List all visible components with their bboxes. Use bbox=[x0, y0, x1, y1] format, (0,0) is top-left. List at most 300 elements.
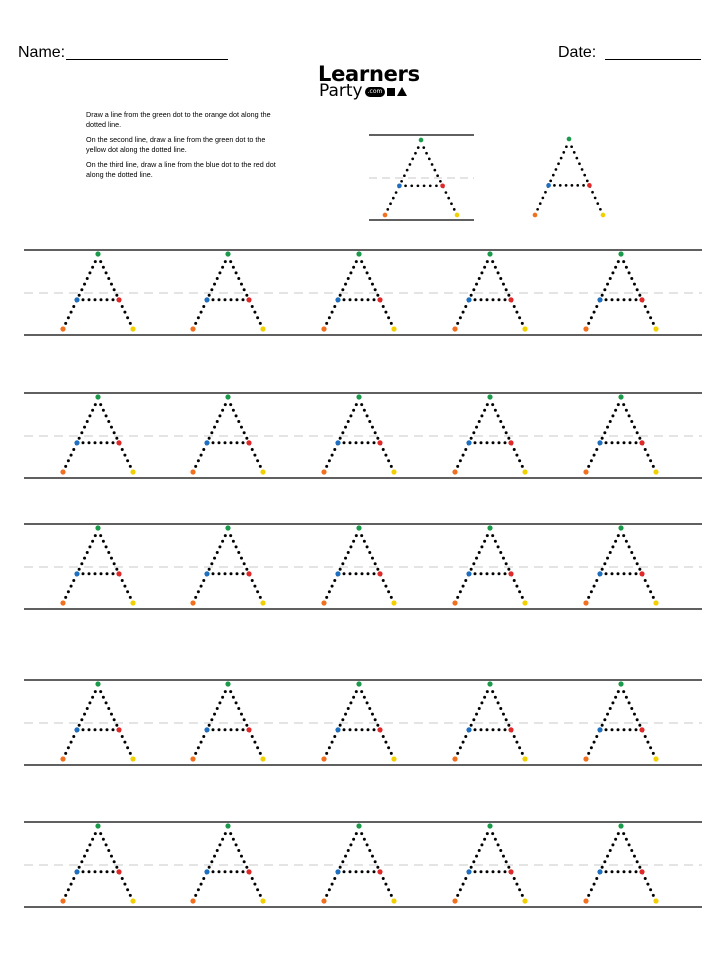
trace-dot bbox=[406, 169, 409, 172]
trace-dot bbox=[387, 459, 390, 462]
trace-dot bbox=[240, 557, 243, 560]
trace-dot bbox=[649, 316, 652, 319]
trace-dot bbox=[622, 690, 625, 693]
trace-dot bbox=[494, 409, 497, 412]
trace-dot bbox=[355, 298, 358, 301]
trace-dot bbox=[115, 437, 118, 440]
trace-dot bbox=[605, 298, 608, 301]
trace-dot bbox=[126, 888, 129, 891]
trace-dot bbox=[603, 288, 606, 291]
trace-dot bbox=[462, 454, 465, 457]
trace-dot bbox=[235, 271, 238, 274]
trace-dot bbox=[352, 409, 355, 412]
start-dot-green bbox=[487, 394, 492, 399]
trace-dot bbox=[352, 266, 355, 269]
bar-dot-red bbox=[639, 571, 644, 576]
trace-dot bbox=[347, 420, 350, 423]
trace-dot bbox=[197, 316, 200, 319]
trace-dot bbox=[636, 860, 639, 863]
trace-dot bbox=[355, 534, 358, 537]
bar-dot-red bbox=[508, 440, 513, 445]
trace-dot bbox=[242, 728, 245, 731]
trace-dot bbox=[480, 701, 483, 704]
trace-dot bbox=[202, 735, 205, 738]
end-dot-orange bbox=[190, 469, 195, 474]
trace-dot bbox=[652, 752, 655, 755]
trace-dot bbox=[82, 572, 85, 575]
end-dot-yellow bbox=[455, 213, 460, 218]
trace-dot bbox=[433, 169, 436, 172]
trace-dot bbox=[245, 437, 248, 440]
trace-dot bbox=[456, 322, 459, 325]
trace-dot bbox=[470, 294, 473, 297]
trace-dot bbox=[515, 883, 518, 886]
trace-dot bbox=[229, 832, 232, 835]
trace-dot bbox=[384, 311, 387, 314]
trace-dot bbox=[121, 735, 124, 738]
trace-dot bbox=[107, 707, 110, 710]
trace-dot bbox=[349, 572, 352, 575]
bar-dot-blue bbox=[74, 727, 79, 732]
trace-dot bbox=[200, 741, 203, 744]
trace-dot bbox=[505, 562, 508, 565]
trace-dot bbox=[436, 174, 439, 177]
end-dot-yellow bbox=[130, 898, 135, 903]
trace-dot bbox=[636, 562, 639, 565]
trace-dot bbox=[646, 311, 649, 314]
trace-dot bbox=[374, 860, 377, 863]
trace-dot bbox=[212, 728, 215, 731]
trace-dot bbox=[423, 184, 426, 187]
trace-dot bbox=[629, 572, 632, 575]
trace-dot bbox=[251, 579, 254, 582]
trace-dot bbox=[625, 409, 628, 412]
trace-dot bbox=[464, 735, 467, 738]
trace-dot bbox=[521, 322, 524, 325]
trace-dot bbox=[583, 174, 586, 177]
trace-dot bbox=[349, 298, 352, 301]
trace-dot bbox=[622, 260, 625, 263]
trace-dot bbox=[559, 184, 562, 187]
trace-dot bbox=[486, 441, 489, 444]
start-dot-green bbox=[419, 138, 424, 143]
trace-dot bbox=[635, 870, 638, 873]
trace-dot bbox=[376, 568, 379, 571]
trace-dot bbox=[628, 414, 631, 417]
trace-dot bbox=[497, 271, 500, 274]
trace-dot bbox=[208, 866, 211, 869]
trace-dot bbox=[216, 551, 219, 554]
bar-dot-red bbox=[377, 727, 382, 732]
end-dot-yellow bbox=[260, 469, 265, 474]
trace-dot bbox=[595, 735, 598, 738]
trace-dot bbox=[366, 271, 369, 274]
trace-dot bbox=[202, 877, 205, 880]
end-dot-orange bbox=[60, 326, 65, 331]
trace-dot bbox=[447, 197, 450, 200]
trace-dot bbox=[474, 572, 477, 575]
trace-dot bbox=[106, 728, 109, 731]
bar-dot-blue bbox=[597, 440, 602, 445]
trace-dot bbox=[635, 728, 638, 731]
trace-dot bbox=[507, 437, 510, 440]
trace-dot bbox=[237, 707, 240, 710]
end-dot-orange bbox=[321, 600, 326, 605]
trace-dot bbox=[474, 870, 477, 873]
end-dot-orange bbox=[190, 756, 195, 761]
trace-dot bbox=[251, 877, 254, 880]
trace-dot bbox=[194, 596, 197, 599]
trace-dot bbox=[614, 409, 617, 412]
trace-dot bbox=[83, 713, 86, 716]
trace-dot bbox=[450, 202, 453, 205]
trace-dot bbox=[251, 305, 254, 308]
trace-dot bbox=[218, 870, 221, 873]
trace-dot bbox=[349, 545, 352, 548]
trace-dot bbox=[221, 409, 224, 412]
start-dot-green bbox=[487, 823, 492, 828]
trace-dot bbox=[606, 283, 609, 286]
trace-dot bbox=[245, 866, 248, 869]
trace-dot bbox=[417, 184, 420, 187]
trace-dot bbox=[368, 707, 371, 710]
trace-dot bbox=[67, 316, 70, 319]
trace-dot bbox=[459, 746, 462, 749]
trace-dot bbox=[633, 713, 636, 716]
trace-dot bbox=[361, 298, 364, 301]
trace-dot bbox=[623, 870, 626, 873]
trace-dot bbox=[213, 283, 216, 286]
trace-dot bbox=[360, 690, 363, 693]
trace-dot bbox=[328, 746, 331, 749]
trace-dot bbox=[625, 266, 628, 269]
bar-dot-blue bbox=[466, 297, 471, 302]
trace-dot bbox=[492, 441, 495, 444]
trace-dot bbox=[341, 562, 344, 565]
trace-dot bbox=[504, 870, 507, 873]
trace-dot bbox=[99, 832, 102, 835]
trace-dot bbox=[462, 883, 465, 886]
trace-dot bbox=[630, 277, 633, 280]
trace-dot bbox=[507, 724, 510, 727]
trace-dot bbox=[325, 465, 328, 468]
trace-dot bbox=[349, 728, 352, 731]
trace-dot bbox=[256, 316, 259, 319]
trace-dot bbox=[221, 838, 224, 841]
trace-dot bbox=[371, 713, 374, 716]
bar-dot-red bbox=[116, 727, 121, 732]
trace-dot bbox=[384, 741, 387, 744]
trace-dot bbox=[386, 208, 389, 211]
trace-dot bbox=[367, 298, 370, 301]
trace-dot bbox=[390, 752, 393, 755]
trace-dot bbox=[464, 305, 467, 308]
trace-dot bbox=[384, 585, 387, 588]
trace-dot bbox=[78, 866, 81, 869]
trace-dot bbox=[208, 724, 211, 727]
bar-dot-blue bbox=[597, 869, 602, 874]
trace-dot bbox=[630, 707, 633, 710]
trace-dot bbox=[88, 298, 91, 301]
trace-dot bbox=[376, 866, 379, 869]
trace-dot bbox=[614, 540, 617, 543]
trace-dot bbox=[230, 870, 233, 873]
end-dot-yellow bbox=[653, 898, 658, 903]
trace-dot bbox=[218, 843, 221, 846]
trace-dot bbox=[590, 888, 593, 891]
trace-dot bbox=[601, 724, 604, 727]
name-label: Name: bbox=[18, 44, 66, 61]
trace-dot bbox=[644, 579, 647, 582]
trace-dot bbox=[106, 441, 109, 444]
trace-dot bbox=[82, 728, 85, 731]
trace-dot bbox=[384, 883, 387, 886]
trace-dot bbox=[341, 860, 344, 863]
trace-dot bbox=[549, 179, 552, 182]
trace-dot bbox=[80, 562, 83, 565]
trace-dot bbox=[456, 752, 459, 755]
trace-dot bbox=[112, 441, 115, 444]
trace-dot bbox=[366, 414, 369, 417]
trace-dot bbox=[491, 403, 494, 406]
end-dot-yellow bbox=[130, 469, 135, 474]
trace-dot bbox=[328, 590, 331, 593]
trace-dot bbox=[343, 298, 346, 301]
trace-dot bbox=[102, 696, 105, 699]
trace-dot bbox=[94, 728, 97, 731]
start-dot-green bbox=[618, 394, 623, 399]
trace-dot bbox=[422, 146, 425, 149]
trace-dot bbox=[611, 298, 614, 301]
trace-dot bbox=[341, 431, 344, 434]
trace-dot bbox=[483, 696, 486, 699]
trace-dot bbox=[611, 271, 614, 274]
logo-line1: Learners bbox=[318, 62, 420, 86]
trace-dot bbox=[649, 459, 652, 462]
trace-dot bbox=[94, 441, 97, 444]
trace-dot bbox=[614, 838, 617, 841]
end-dot-orange bbox=[383, 213, 388, 218]
trace-dot bbox=[197, 459, 200, 462]
trace-dot bbox=[470, 568, 473, 571]
trace-dot bbox=[502, 855, 505, 858]
trace-dot bbox=[652, 596, 655, 599]
end-dot-orange bbox=[583, 326, 588, 331]
trace-dot bbox=[126, 316, 129, 319]
trace-dot bbox=[636, 718, 639, 721]
trace-dot bbox=[387, 888, 390, 891]
trace-dot bbox=[72, 877, 75, 880]
trace-dot bbox=[328, 459, 331, 462]
trace-dot bbox=[259, 322, 262, 325]
trace-dot bbox=[107, 551, 110, 554]
trace-dot bbox=[491, 260, 494, 263]
bar-dot-blue bbox=[204, 727, 209, 732]
trace-dot bbox=[376, 724, 379, 727]
trace-dot bbox=[504, 298, 507, 301]
trace-dot bbox=[374, 718, 377, 721]
trace-dot bbox=[373, 441, 376, 444]
trace-dot bbox=[106, 572, 109, 575]
trace-dot bbox=[474, 298, 477, 301]
trace-dot bbox=[352, 540, 355, 543]
end-dot-orange bbox=[321, 326, 326, 331]
trace-dot bbox=[112, 572, 115, 575]
trace-dot bbox=[367, 870, 370, 873]
trace-dot bbox=[236, 441, 239, 444]
trace-dot bbox=[390, 322, 393, 325]
trace-dot bbox=[544, 191, 547, 194]
trace-dot bbox=[513, 305, 516, 308]
trace-dot bbox=[253, 883, 256, 886]
end-dot-orange bbox=[321, 756, 326, 761]
trace-dot bbox=[367, 728, 370, 731]
trace-dot bbox=[515, 585, 518, 588]
trace-dot bbox=[363, 838, 366, 841]
trace-dot bbox=[349, 701, 352, 704]
trace-dot bbox=[462, 741, 465, 744]
trace-dot bbox=[230, 441, 233, 444]
end-dot-yellow bbox=[391, 600, 396, 605]
trace-dot bbox=[652, 322, 655, 325]
trace-dot bbox=[633, 557, 636, 560]
trace-dot bbox=[470, 437, 473, 440]
trace-dot bbox=[107, 849, 110, 852]
trace-dot bbox=[617, 728, 620, 731]
trace-dot bbox=[328, 316, 331, 319]
trace-dot bbox=[240, 855, 243, 858]
trace-dot bbox=[86, 420, 89, 423]
trace-dot bbox=[72, 735, 75, 738]
trace-dot bbox=[387, 590, 390, 593]
trace-dot bbox=[94, 403, 97, 406]
trace-dot bbox=[633, 283, 636, 286]
trace-dot bbox=[259, 894, 262, 897]
trace-dot bbox=[596, 202, 599, 205]
trace-dot bbox=[325, 894, 328, 897]
trace-dot bbox=[331, 311, 334, 314]
trace-dot bbox=[464, 877, 467, 880]
trace-dot bbox=[486, 403, 489, 406]
end-dot-orange bbox=[60, 600, 65, 605]
trace-dot bbox=[371, 426, 374, 429]
trace-dot bbox=[652, 465, 655, 468]
trace-dot bbox=[622, 832, 625, 835]
trace-dot bbox=[259, 752, 262, 755]
trace-dot bbox=[504, 441, 507, 444]
trace-dot bbox=[229, 403, 232, 406]
trace-dot bbox=[253, 454, 256, 457]
trace-dot bbox=[504, 572, 507, 575]
trace-dot bbox=[86, 707, 89, 710]
trace-dot bbox=[129, 465, 132, 468]
trace-dot bbox=[360, 260, 363, 263]
trace-dot bbox=[253, 311, 256, 314]
trace-dot bbox=[344, 855, 347, 858]
trace-dot bbox=[573, 151, 576, 154]
trace-dot bbox=[83, 855, 86, 858]
end-dot-orange bbox=[321, 469, 326, 474]
trace-dot bbox=[213, 426, 216, 429]
bar-dot-red bbox=[246, 869, 251, 874]
trace-dot bbox=[106, 870, 109, 873]
trace-dot bbox=[230, 572, 233, 575]
start-dot-green bbox=[95, 681, 100, 686]
trace-dot bbox=[507, 866, 510, 869]
trace-dot bbox=[480, 843, 483, 846]
start-dot-green bbox=[618, 251, 623, 256]
trace-dot bbox=[259, 465, 262, 468]
trace-dot bbox=[410, 184, 413, 187]
trace-dot bbox=[242, 572, 245, 575]
trace-dot bbox=[513, 579, 516, 582]
end-dot-yellow bbox=[522, 600, 527, 605]
start-dot-green bbox=[487, 251, 492, 256]
trace-dot bbox=[339, 568, 342, 571]
trace-dot bbox=[230, 728, 233, 731]
trace-dot bbox=[497, 843, 500, 846]
trace-dot bbox=[224, 728, 227, 731]
trace-dot bbox=[80, 860, 83, 863]
trace-dot bbox=[384, 454, 387, 457]
trace-dot bbox=[578, 162, 581, 165]
trace-dot bbox=[253, 585, 256, 588]
trace-dot bbox=[218, 728, 221, 731]
trace-dot bbox=[371, 283, 374, 286]
trace-dot bbox=[126, 459, 129, 462]
trace-dot bbox=[363, 409, 366, 412]
end-dot-yellow bbox=[260, 756, 265, 761]
trace-dot bbox=[94, 870, 97, 873]
trace-dot bbox=[552, 174, 555, 177]
trace-dot bbox=[105, 843, 108, 846]
trace-dot bbox=[646, 585, 649, 588]
trace-dot bbox=[486, 298, 489, 301]
trace-dot bbox=[236, 298, 239, 301]
trace-dot bbox=[480, 572, 483, 575]
bar-dot-blue bbox=[335, 727, 340, 732]
trace-dot bbox=[224, 403, 227, 406]
trace-dot bbox=[629, 870, 632, 873]
trace-dot bbox=[387, 316, 390, 319]
trace-dot bbox=[611, 870, 614, 873]
end-dot-orange bbox=[60, 898, 65, 903]
bar-dot-red bbox=[377, 869, 382, 874]
trace-dot bbox=[470, 866, 473, 869]
bar-dot-red bbox=[377, 440, 382, 445]
trace-dot bbox=[623, 728, 626, 731]
trace-dot bbox=[611, 843, 614, 846]
trace-dot bbox=[536, 208, 539, 211]
bar-dot-blue bbox=[74, 869, 79, 874]
trace-dot bbox=[126, 590, 129, 593]
trace-dot bbox=[366, 843, 369, 846]
trace-dot bbox=[208, 437, 211, 440]
trace-dot bbox=[518, 888, 521, 891]
trace-dot bbox=[480, 414, 483, 417]
trace-dot bbox=[64, 465, 67, 468]
trace-dot bbox=[409, 163, 412, 166]
trace-dot bbox=[331, 883, 334, 886]
trace-dot bbox=[80, 431, 83, 434]
trace-dot bbox=[491, 832, 494, 835]
trace-dot bbox=[499, 707, 502, 710]
trace-dot bbox=[331, 454, 334, 457]
trace-dot bbox=[646, 883, 649, 886]
trace-dot bbox=[240, 426, 243, 429]
trace-dot bbox=[256, 888, 259, 891]
trace-dot bbox=[230, 298, 233, 301]
